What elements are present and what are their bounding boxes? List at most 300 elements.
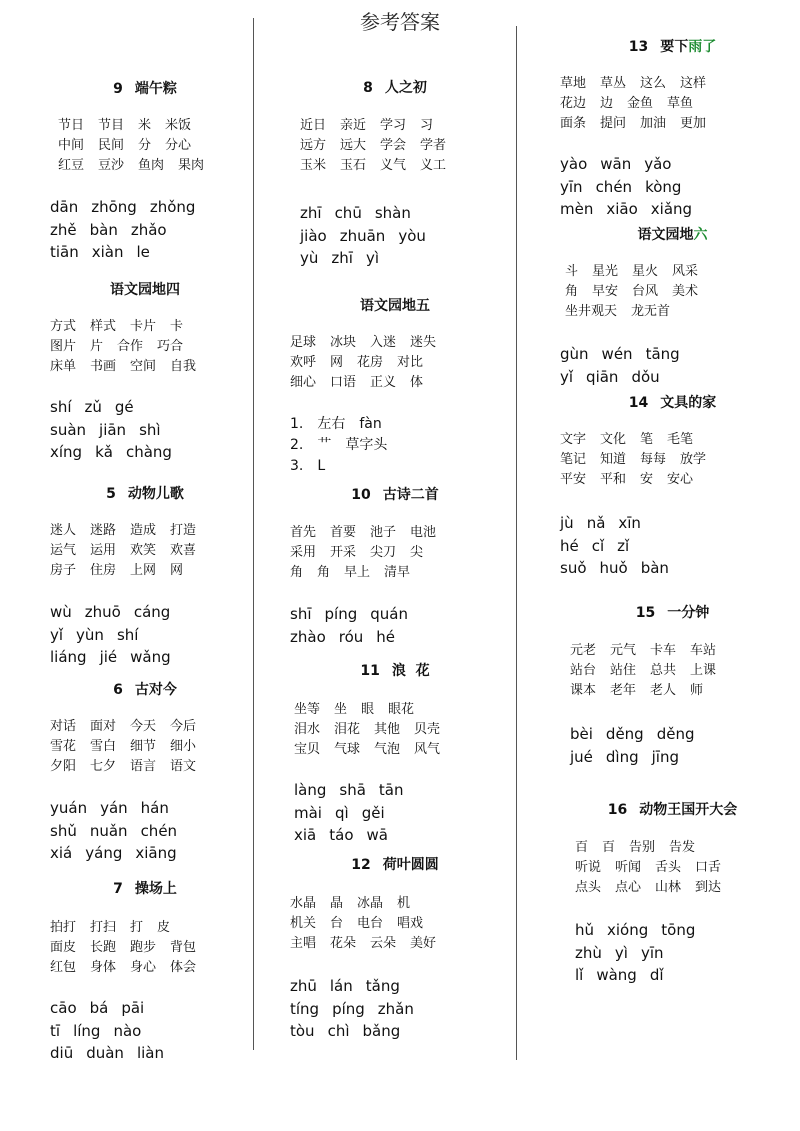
pinyin-row [50,396,240,419]
word-row [58,156,240,176]
word-item: 花边 [560,96,587,111]
word-item: 豆沙 [98,158,125,173]
pinyin-item: yǎo [644,155,672,173]
pinyin-item: yīn [640,943,664,962]
pinyin-list [560,153,785,221]
pinyin-item: làng [294,781,327,799]
pinyin-item: shí [116,625,139,644]
word-item: 拍打 [50,920,77,935]
word-item: 元气 [610,643,637,658]
word-item: 学习 [380,118,407,133]
word-item: 草鱼 [667,96,694,111]
word-item: 今天 [130,719,157,734]
word-item: 坐井观天 [565,304,618,319]
note-item: 草字头 [345,437,388,453]
word-item: 点头 [575,880,602,895]
word-item: 更加 [680,116,707,131]
word-item: 笔 [640,432,654,447]
word-item: 迷失 [410,335,437,350]
word-row [565,302,785,322]
pinyin-list [50,797,240,865]
section-number: 11 [360,663,380,679]
pinyin-item: děng [605,725,644,743]
section-title [290,485,500,505]
word-item: 房子 [50,563,77,578]
pinyin-row [50,441,240,464]
pinyin-item: líng [73,1021,101,1040]
pinyin-item: tāng [645,345,680,363]
word-item: 唱戏 [397,916,424,931]
note-item: L [317,458,326,474]
word-item: 远大 [340,138,367,153]
pinyin-item: hǔ [575,921,595,939]
section-title [290,78,500,98]
pinyin-item: cǐ [591,536,605,555]
pinyin-row [570,723,785,746]
word-row [290,934,500,954]
pinyin-row [575,919,785,942]
word-item: 尖 [410,545,424,560]
pinyin-item: dān [50,198,79,216]
word-item: 文字 [560,432,587,447]
pinyin-item: shǔ [50,821,77,840]
word-item: 站住 [610,663,637,678]
word-item: 边 [600,96,614,111]
pinyin-row [50,646,240,669]
word-row [300,156,500,176]
pinyin-item: qiān [586,367,619,386]
pinyin-item: zhī [331,249,353,267]
column-divider-right [516,26,517,1060]
word-row [290,563,500,583]
word-item: 巧合 [157,339,184,354]
pinyin-item: yì [614,943,628,962]
word-list [560,430,785,490]
pinyin-list [560,512,785,580]
pinyin-row [290,975,500,998]
word-item: 口语 [330,375,357,390]
section-number: 8 [363,80,373,96]
note-item: 艹 [317,437,332,453]
pinyin-row [50,1042,240,1065]
word-item: 打 [130,920,144,935]
word-item: 坐等 [294,702,321,717]
word-item: 安 [640,472,654,487]
word-item: 面条 [560,116,587,131]
word-item: 告发 [669,840,696,855]
section-title [560,800,785,820]
pinyin-item: wén [601,345,633,363]
pinyin-item: hé [376,627,396,646]
pinyin-row [50,797,240,820]
word-item: 百 [575,840,589,855]
word-item: 卡片 [130,319,157,334]
pinyin-row [300,202,500,225]
word-row [300,136,500,156]
pinyin-row [50,241,240,264]
word-list [290,523,500,583]
word-item: 皮 [157,920,171,935]
word-item: 造成 [130,523,157,538]
pinyin-item: yào [560,155,588,173]
pinyin-list [300,202,500,270]
section-number: 12 [351,857,371,873]
pinyin-item: chén [140,821,178,840]
word-item: 角 [317,565,331,580]
notes-list [290,414,500,477]
word-item: 网 [330,355,344,370]
section-title [50,280,240,300]
word-item: 迷人 [50,523,77,538]
note-item: 左右 [317,416,346,432]
word-item: 玉石 [340,158,367,173]
word-item: 口舌 [695,860,722,875]
word-item: 早上 [344,565,371,580]
word-item: 运气 [50,543,77,558]
pinyin-item: zhuān [339,226,386,245]
pinyin-item: tī [50,1021,61,1040]
word-item: 加油 [640,116,667,131]
note-item: 2. [290,437,304,453]
pinyin-item: xióng [607,921,649,939]
word-item: 足球 [290,335,317,350]
pinyin-row [50,1020,240,1043]
word-item: 台 [330,916,344,931]
pinyin-item: wān [600,155,632,173]
word-item: 打造 [170,523,197,538]
section-number: 6 [113,682,123,698]
word-item: 点心 [615,880,642,895]
word-item: 样式 [90,319,117,334]
word-item: 泪水 [294,722,321,737]
word-row [50,337,240,357]
word-list [294,700,500,760]
pinyin-row [560,512,785,535]
word-item: 主唱 [290,936,317,951]
word-item: 米 [138,118,152,133]
section-title [50,680,240,700]
word-row [290,894,500,914]
word-row [570,681,785,701]
pinyin-item: tíng [290,999,320,1018]
pinyin-item: kòng [645,177,682,196]
pinyin-item: jué [570,747,593,766]
pinyin-item: suǒ [560,559,587,577]
section-name: 古对今 [134,682,177,698]
word-item: 欢呼 [290,355,317,370]
word-item: 网 [170,563,184,578]
word-item: 节目 [98,118,125,133]
word-item: 入迷 [370,335,397,350]
word-list [560,74,785,134]
word-item: 空间 [130,359,157,374]
pinyin-row [290,626,500,649]
word-item: 义气 [380,158,407,173]
note-item: fàn [359,416,382,432]
pinyin-item: lǐ [575,966,584,984]
word-item: 眼 [361,702,375,717]
word-item: 自我 [170,359,197,374]
word-row [565,282,785,302]
pinyin-list [290,603,500,648]
word-item: 老年 [610,683,637,698]
section-title [290,296,500,316]
pinyin-item: xiāo [606,200,638,218]
word-item: 红豆 [58,158,85,173]
pinyin-row [290,998,500,1021]
pinyin-item: wǎng [130,648,171,666]
pinyin-row [50,997,240,1020]
pinyin-item: shā [339,781,366,799]
word-item: 身体 [90,960,117,975]
pinyin-item: tiān [50,243,79,261]
word-item: 草丛 [600,76,627,91]
word-item: 宝贝 [294,742,321,757]
section-name: 动物王国开大会 [639,802,738,818]
pinyin-item: shī [290,605,312,623]
word-row [50,717,240,737]
pinyin-item: gěi [361,803,385,822]
pinyin-item: huǒ [599,559,628,577]
pinyin-item: zhǎo [130,220,167,239]
pinyin-item: wā [366,826,388,844]
pinyin-item: xīn [618,514,641,532]
word-item: 冰晶 [357,896,384,911]
word-item: 放学 [680,452,707,467]
word-row [560,94,785,114]
word-item: 平安 [560,472,587,487]
word-item: 提问 [600,116,627,131]
pinyin-row [560,535,785,558]
section-number: 14 [628,395,649,411]
pinyin-row [575,942,785,965]
word-item: 学会 [380,138,407,153]
pinyin-item: zhě [50,220,77,239]
word-item: 义工 [420,158,447,173]
pinyin-item: jié [99,648,118,666]
word-item: 金鱼 [627,96,654,111]
word-row [560,430,785,450]
page-title: 参考答案 [360,10,440,34]
pinyin-item: zhōng [91,198,137,216]
pinyin-list [50,997,240,1065]
word-item: 电池 [410,525,437,540]
pinyin-item: nào [113,1021,142,1040]
word-item: 气泡 [374,742,401,757]
word-item: 节日 [58,118,85,133]
section-number: 10 [351,487,371,503]
section-title [560,603,785,623]
word-item: 长跑 [90,940,117,955]
pinyin-item: jù [560,514,574,532]
word-item: 合作 [117,339,144,354]
pinyin-row [50,820,240,843]
pinyin-item: suàn [50,420,87,439]
column-divider-left [253,18,254,1050]
pinyin-item: liáng [50,648,87,666]
word-row [294,720,500,740]
word-item: 台风 [632,284,659,299]
pinyin-item: dìng [605,747,639,766]
section-title [50,879,240,899]
word-row [290,523,500,543]
word-row [560,114,785,134]
pinyin-row [294,779,500,802]
word-item: 面皮 [50,940,77,955]
word-item: 跑步 [130,940,157,955]
word-row [575,878,785,898]
pinyin-row [560,198,785,221]
word-item: 平和 [600,472,627,487]
pinyin-item: gé [114,398,134,416]
word-item: 细节 [130,739,157,754]
pinyin-item: bàn [640,559,669,577]
section-number: 16 [607,802,628,818]
section-name: 古诗二首 [382,487,439,503]
word-item: 图片 [50,339,77,354]
pinyin-item: qì [334,803,349,822]
word-item: 安心 [667,472,694,487]
word-list [565,262,785,322]
word-item: 语言 [130,759,157,774]
word-item: 远方 [300,138,327,153]
word-row [290,914,500,934]
pinyin-item: xiá [50,844,73,862]
section-name-accent: 雨了 [688,39,717,55]
pinyin-item: cāo [50,999,77,1017]
pinyin-item: xiǎng [650,200,693,218]
note-row [290,456,500,477]
pinyin-item: jīng [651,747,679,766]
word-row [290,333,500,353]
pinyin-list [290,975,500,1043]
pinyin-item: mèn [560,200,594,218]
word-item: 卡车 [650,643,677,658]
pinyin-item: chàng [125,443,172,461]
word-item: 首要 [330,525,357,540]
word-item: 这样 [680,76,707,91]
pinyin-row [294,824,500,847]
section-number: 13 [628,39,649,55]
word-row [565,262,785,282]
word-list [50,918,240,978]
word-item: 鱼肉 [138,158,165,173]
word-item: 迷路 [90,523,117,538]
pinyin-item: zǔ [84,398,102,416]
pinyin-item: xiā [294,826,317,844]
pinyin-row [560,343,785,366]
pinyin-item: hán [140,799,169,817]
word-item: 每每 [640,452,667,467]
word-item: 片 [90,339,104,354]
pinyin-item: zhuō [84,603,121,621]
word-item: 背包 [170,940,197,955]
word-item: 体会 [170,960,197,975]
pinyin-item: lán [329,977,353,995]
word-item: 老人 [650,683,677,698]
section-name: 动物儿歌 [127,486,184,502]
pinyin-item: hé [560,536,579,555]
pinyin-item: le [136,243,150,261]
word-item: 分心 [165,138,192,153]
word-row [560,470,785,490]
pinyin-row [560,366,785,389]
word-item: 元老 [570,643,597,658]
note-item: 1. [290,416,304,432]
word-item: 笔记 [560,452,587,467]
word-item: 对话 [50,719,77,734]
pinyin-item: yán [100,799,128,817]
word-item: 床单 [50,359,77,374]
word-item: 冰块 [330,335,357,350]
section-name: 浪 花 [391,663,430,679]
word-item: 山林 [655,880,682,895]
pinyin-item: bàn [89,220,118,239]
word-item: 知道 [600,452,627,467]
word-item: 体 [410,375,424,390]
pinyin-item: zhù [575,943,602,962]
word-item: 运用 [90,543,117,558]
word-row [50,737,240,757]
word-row [570,641,785,661]
word-item: 美术 [672,284,699,299]
section-name: 语文园地四 [110,282,180,298]
word-list [570,641,785,701]
word-item: 中间 [58,138,85,153]
pinyin-item: zǐ [617,536,630,555]
word-row [58,136,240,156]
pinyin-item: cáng [133,603,171,621]
word-item: 语文 [170,759,197,774]
section-name: 人之初 [384,80,427,96]
word-item: 首先 [290,525,317,540]
section-name: 要下 [660,39,689,55]
word-item: 书画 [90,359,117,374]
pinyin-list [570,723,785,768]
pinyin-list [50,396,240,464]
word-item: 亲近 [340,118,367,133]
pinyin-item: shàn [374,204,411,222]
pinyin-row [50,219,240,242]
section-title [560,37,785,57]
pinyin-row [50,624,240,647]
word-item: 云朵 [370,936,397,951]
word-item: 细心 [290,375,317,390]
word-item: 打扫 [90,920,117,935]
pinyin-row [290,603,500,626]
word-item: 听闻 [615,860,642,875]
word-row [294,700,500,720]
word-item: 角 [565,284,579,299]
word-row [50,561,240,581]
word-row [50,521,240,541]
word-item: 角 [290,565,304,580]
pinyin-item: yòu [398,226,426,245]
word-row [290,353,500,373]
pinyin-row [570,746,785,769]
pinyin-item: yuán [50,799,88,817]
word-row [560,450,785,470]
section-title [50,484,240,504]
pinyin-item: jiān [99,420,127,439]
word-item: 龙无首 [631,304,671,319]
pinyin-row [560,557,785,580]
section-title [560,225,785,245]
pinyin-item: zhū [290,977,317,995]
word-item: 池子 [370,525,397,540]
word-row [58,116,240,136]
word-row [50,317,240,337]
